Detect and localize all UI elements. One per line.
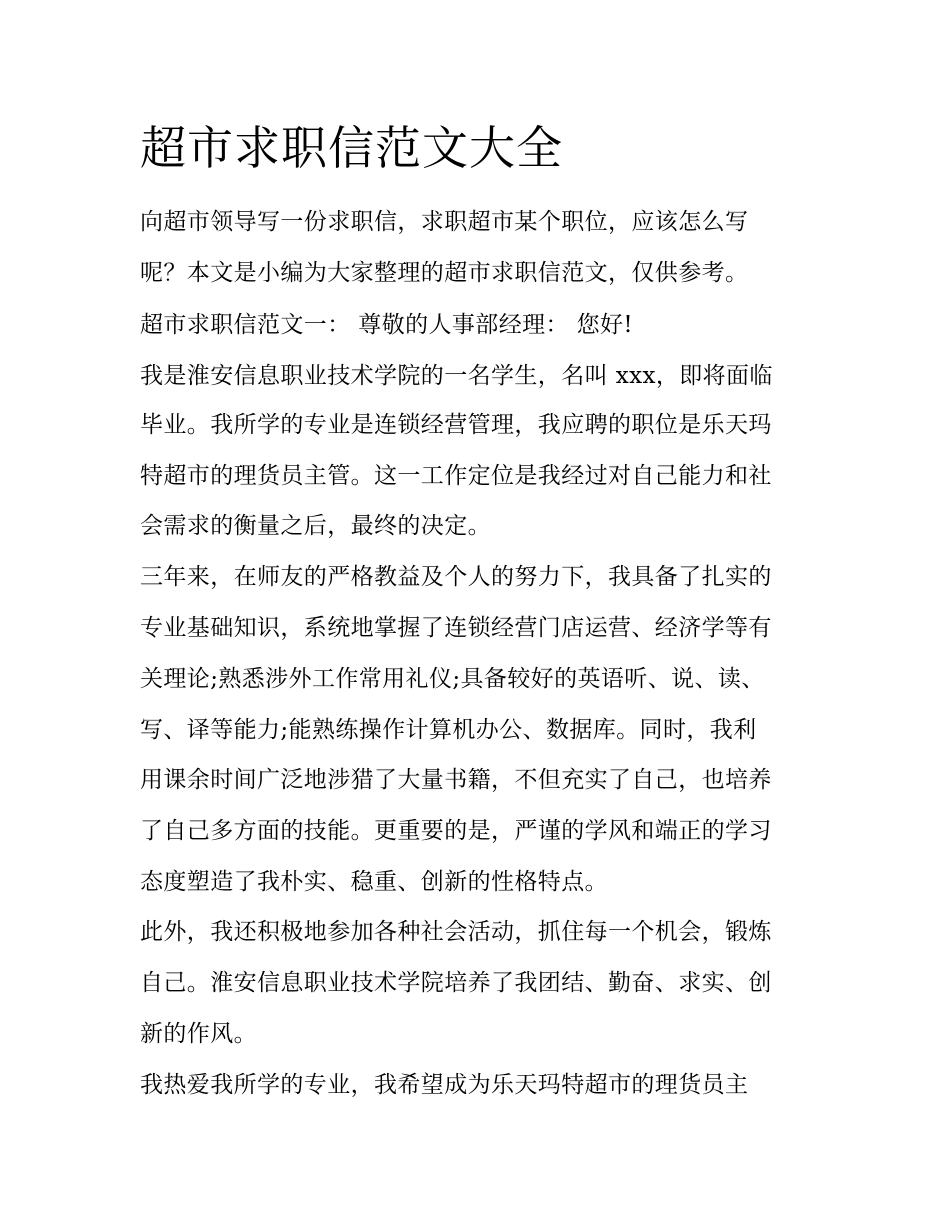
body-line: 写、译等能力;能熟练操作计算机办公、数据库。同时，我利 bbox=[140, 717, 757, 743]
body-line: 用课余时间广泛地涉猎了大量书籍，不但充实了自己，也培养 bbox=[140, 767, 772, 793]
body-line: 新的作风。 bbox=[140, 1021, 257, 1047]
body-line: 毕业。我所学的专业是连锁经营管理，我应聘的职位是乐天玛 bbox=[140, 412, 772, 438]
body-line: 我热爱我所学的专业，我希望成为乐天玛特超市的理货员主 bbox=[140, 1072, 749, 1098]
body-line: 专业基础知识，系统地掌握了连锁经营门店运营、经济学等有 bbox=[140, 615, 772, 641]
body-line: 会需求的衡量之后，最终的决定。 bbox=[140, 513, 491, 539]
body-line: 呢？本文是小编为大家整理的超市求职信范文，仅供参考。 bbox=[140, 260, 749, 286]
body-line: 此外，我还积极地参加各种社会活动，抓住每一个机会，锻炼 bbox=[140, 919, 772, 945]
document-title: 超市求职信范文大全 bbox=[140, 121, 563, 175]
body-line: 三年来，在师友的严格教益及个人的努力下，我具备了扎实的 bbox=[140, 564, 772, 590]
body-line: 了自己多方面的技能。更重要的是，严谨的学风和端正的学习 bbox=[140, 818, 772, 844]
body-line: 态度塑造了我朴实、稳重、创新的性格特点。 bbox=[140, 869, 608, 895]
body-line: 向超市领导写一份求职信，求职超市某个职位，应该怎么写 bbox=[140, 209, 749, 235]
body-line: 我是淮安信息职业技术学院的一名学生，名叫 xxx，即将面临 bbox=[140, 363, 773, 389]
body-line: 自己。淮安信息职业技术学院培养了我团结、勤奋、求实、创 bbox=[140, 970, 772, 996]
body-line: 关理论;熟悉涉外工作常用礼仪;具备较好的英语听、说、读、 bbox=[140, 666, 765, 692]
body-line: 超市求职信范文一： 尊敬的人事部经理： 您好! bbox=[140, 312, 634, 338]
body-line: 特超市的理货员主管。这一工作定位是我经过对自己能力和社 bbox=[140, 463, 772, 489]
